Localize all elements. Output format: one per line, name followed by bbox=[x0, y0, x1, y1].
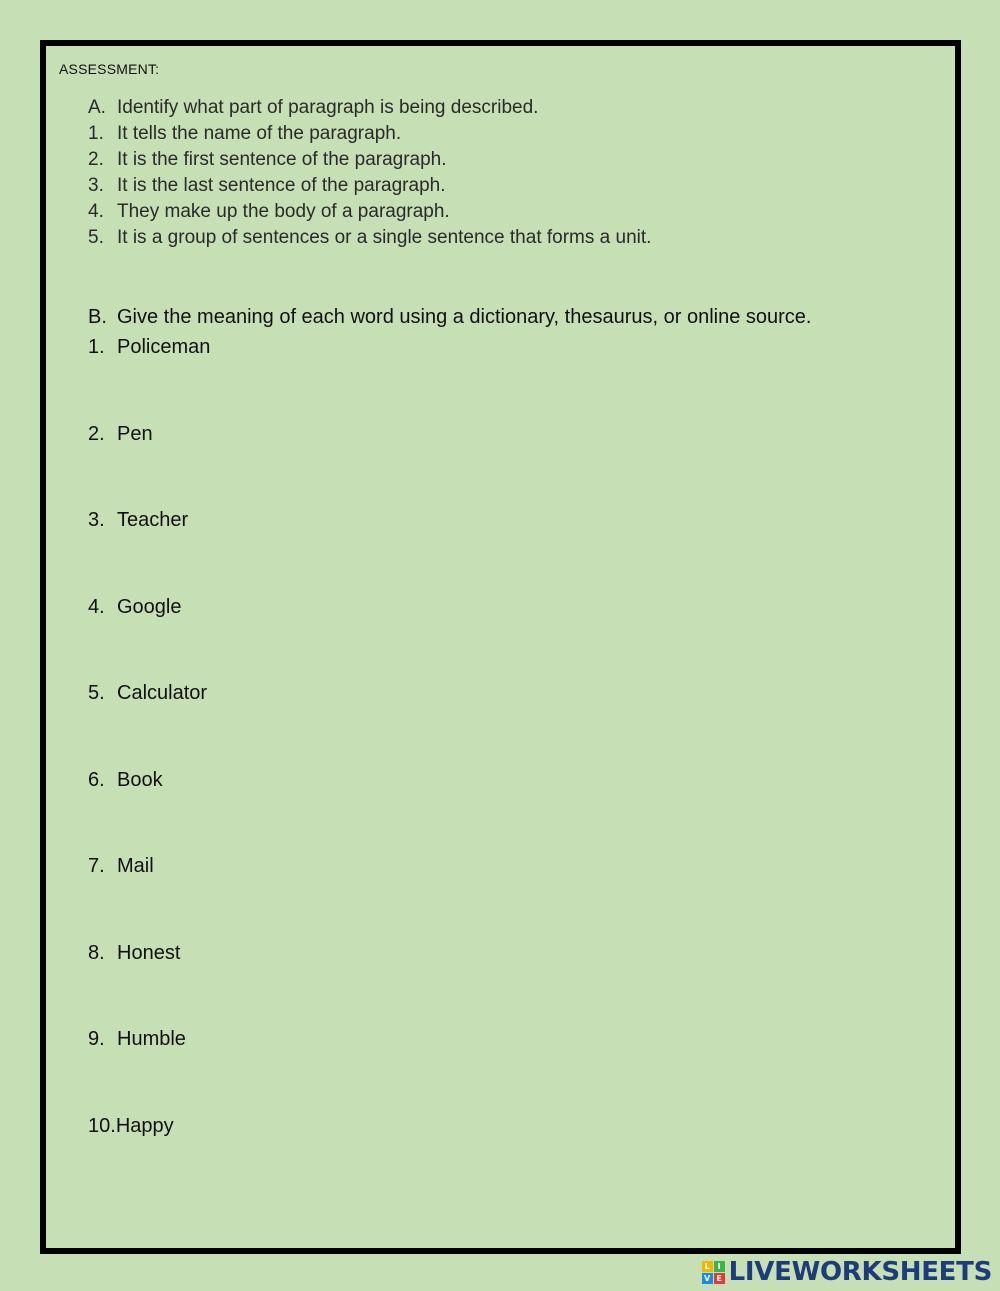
item-number: 3. bbox=[88, 175, 104, 196]
logo-mark-letter: E bbox=[714, 1273, 725, 1284]
section-a-instruction bbox=[88, 95, 651, 121]
liveworksheets-logo-text: LIVEWORKSHEETS bbox=[728, 1257, 992, 1287]
section-a-item bbox=[88, 121, 651, 147]
vocabulary-item bbox=[88, 1025, 210, 1112]
word-number: 7. bbox=[88, 855, 105, 877]
item-text: It is a group of sentences or a single sentence that forms a unit. bbox=[117, 227, 652, 248]
item-number: 1. bbox=[88, 123, 104, 144]
vocabulary-list bbox=[88, 333, 210, 1198]
section-a-item bbox=[88, 225, 651, 251]
vocabulary-item bbox=[88, 593, 210, 680]
word-text: Mail bbox=[117, 855, 154, 877]
word-number: 2. bbox=[88, 422, 105, 445]
word-text: Book bbox=[117, 768, 163, 791]
vocabulary-item bbox=[88, 939, 210, 1026]
section-a-item bbox=[88, 147, 651, 173]
vocabulary-item bbox=[88, 1112, 210, 1199]
section-b-instruction-text: Give the meaning of each word using a dictionary, thesaurus, or online source. bbox=[117, 306, 812, 328]
section-a-instruction-text: Identify what part of paragraph is being described. bbox=[117, 97, 539, 118]
vocabulary-item bbox=[88, 506, 210, 593]
vocabulary-item bbox=[88, 333, 210, 420]
item-number: 4. bbox=[88, 201, 104, 222]
word-text: Policeman bbox=[117, 336, 211, 358]
item-number: 2. bbox=[88, 149, 104, 170]
section-b-instruction bbox=[88, 303, 811, 331]
section-a-item bbox=[88, 199, 651, 225]
item-text: It is the last sentence of the paragraph. bbox=[117, 175, 446, 196]
word-text: Google bbox=[117, 595, 182, 618]
word-text: Humble bbox=[117, 1028, 186, 1050]
assessment-heading: ASSESSMENT: bbox=[59, 61, 160, 77]
item-text: It tells the name of the paragraph. bbox=[117, 123, 402, 144]
vocabulary-item bbox=[88, 420, 210, 507]
vocabulary-item bbox=[88, 679, 210, 766]
logo-mark-letter: I bbox=[714, 1261, 725, 1272]
word-text: Honest bbox=[117, 941, 181, 964]
word-text: Calculator bbox=[117, 682, 208, 704]
word-number: 4. bbox=[88, 595, 105, 618]
word-number: 6. bbox=[88, 768, 105, 791]
item-number: 5. bbox=[88, 227, 104, 248]
word-number: 3. bbox=[88, 509, 105, 531]
word-number: 8. bbox=[88, 941, 105, 964]
word-text: Teacher bbox=[117, 509, 189, 531]
logo-mark-letter: L bbox=[702, 1261, 713, 1272]
word-text: Pen bbox=[117, 422, 153, 445]
liveworksheets-logo[interactable] bbox=[702, 1257, 992, 1287]
vocabulary-item bbox=[88, 766, 210, 853]
word-number: 9. bbox=[88, 1028, 105, 1050]
word-number: 1. bbox=[88, 336, 105, 358]
section-a-marker: A. bbox=[88, 97, 106, 118]
section-a-item bbox=[88, 173, 651, 199]
word-number: 5. bbox=[88, 682, 105, 704]
word-number: 10. bbox=[88, 1114, 116, 1137]
liveworksheets-logo-icon bbox=[702, 1261, 725, 1284]
section-b-marker: B. bbox=[88, 306, 107, 328]
logo-mark-letter: V bbox=[702, 1273, 713, 1284]
vocabulary-item bbox=[88, 852, 210, 939]
section-a bbox=[88, 95, 651, 251]
item-text: They make up the body of a paragraph. bbox=[117, 201, 450, 222]
item-text: It is the first sentence of the paragraph. bbox=[117, 149, 447, 170]
word-text: Happy bbox=[115, 1114, 174, 1137]
